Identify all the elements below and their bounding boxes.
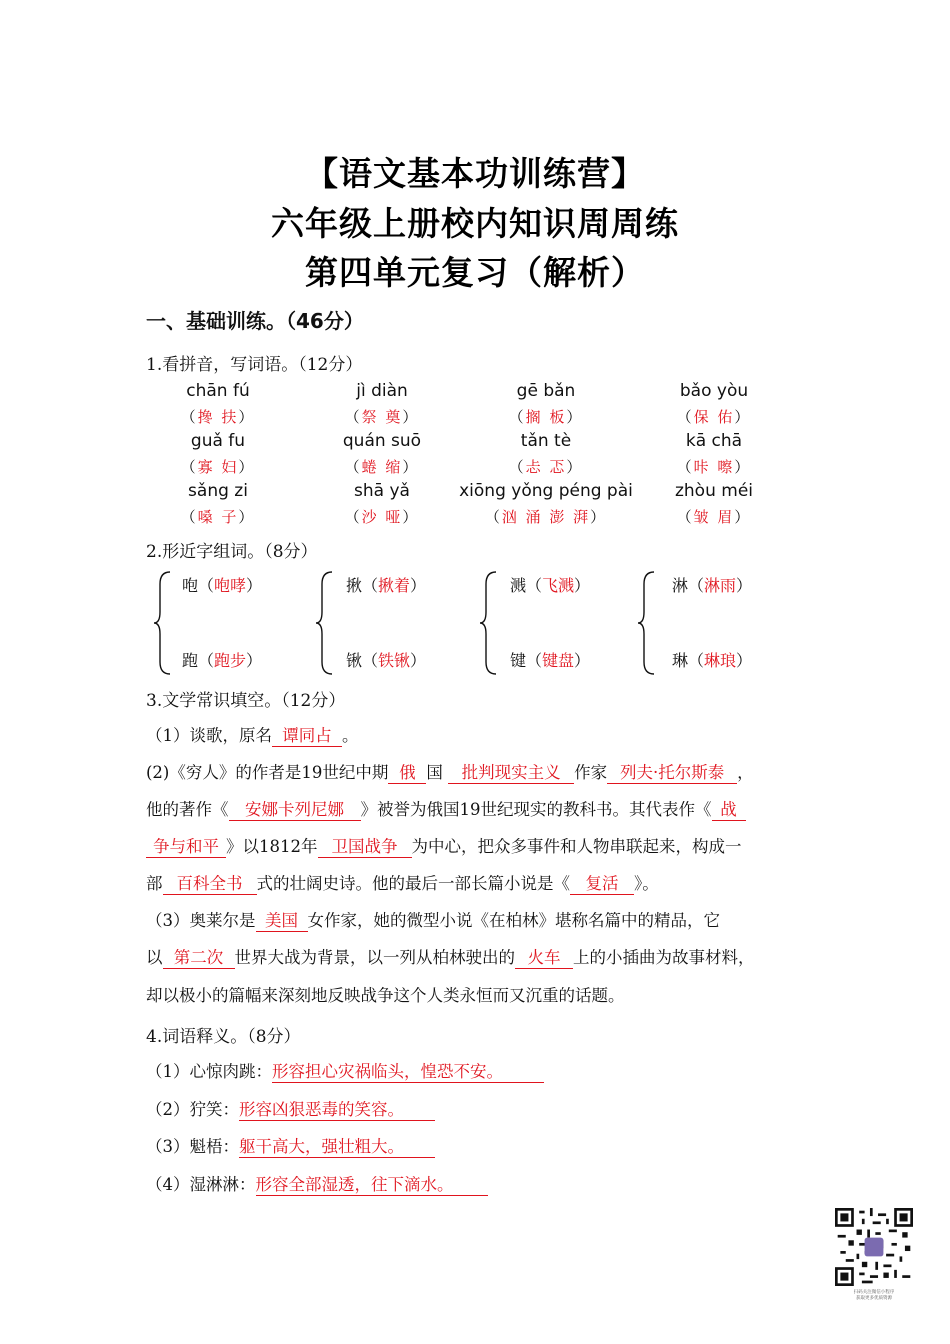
pinyin: sǎng zi xyxy=(188,481,248,501)
answer: 键盘 xyxy=(542,651,575,670)
qr-caption xyxy=(818,1290,930,1303)
text: 以 xyxy=(146,948,163,967)
answer: 沙 哑 xyxy=(361,508,403,526)
pinyin: gē bǎn xyxy=(516,381,576,401)
pinyin: kā chā xyxy=(685,431,743,451)
question-3-label: 3.文学常识填空。（12分） xyxy=(146,691,346,711)
answer-blank: 美国 xyxy=(256,912,308,932)
answer-box: （搀 扶） xyxy=(180,408,256,426)
answer: 保 佑 xyxy=(693,408,735,426)
answer-blank: 安娜卡列尼娜 xyxy=(229,801,361,821)
answer: 搀 扶 xyxy=(197,408,239,426)
word-pair: 淋（淋雨） xyxy=(672,576,753,595)
answer-blank: 卫国战争 xyxy=(318,838,412,858)
answer-blank: 批判现实主义 xyxy=(448,764,574,784)
answer-box: （沙 哑） xyxy=(344,508,420,526)
answer-blank: 列夫·托尔斯泰 xyxy=(607,764,737,784)
answer-blank: 火车 xyxy=(515,949,573,969)
pinyin: jì diàn xyxy=(356,381,408,401)
answer: 嗓 子 xyxy=(197,508,239,526)
qr-code-icon xyxy=(835,1208,913,1286)
word-pair: 咆（咆哮） xyxy=(182,576,263,595)
text-line xyxy=(146,870,659,895)
answer-box: （忐 忑） xyxy=(508,458,584,476)
pinyin: bǎo yòu xyxy=(679,381,749,401)
section-heading: 一、基础训练。（46分） xyxy=(146,309,364,333)
text: ， xyxy=(737,763,754,782)
answer-blank: 争与和平 xyxy=(146,838,226,858)
char: 跑 xyxy=(182,651,199,670)
answer: 搁 板 xyxy=(525,408,567,426)
text: 女作家，她的微型小说《在柏林》堪称名篇中的精品，它 xyxy=(307,911,720,930)
brace-icon xyxy=(152,570,172,676)
text-line xyxy=(146,833,742,858)
definition-line xyxy=(146,1058,544,1083)
answer-blank: 第二次 xyxy=(163,949,235,969)
answer-blank: 复活 xyxy=(570,875,634,895)
answer-box: （咔 嚓） xyxy=(676,458,752,476)
brace-icon xyxy=(478,570,498,676)
char: 琳 xyxy=(672,651,689,670)
text: 为中心，把众多事件和人物串联起来，构成一 xyxy=(411,837,742,856)
answer: 咆哮 xyxy=(214,576,247,595)
pinyin: tǎn tè xyxy=(520,431,572,451)
answer-blank: 战 xyxy=(712,801,746,821)
char: 锹 xyxy=(346,651,363,670)
answer-blank: 躯干高大，强壮粗大。 xyxy=(239,1138,435,1158)
answer: 皱 眉 xyxy=(693,508,735,526)
text: 》。 xyxy=(634,874,659,893)
text: 式的壮阔史诗。他的最后一部长篇小说是《 xyxy=(256,874,570,893)
pinyin: chān fú xyxy=(186,381,250,401)
answer-box: （祭 奠） xyxy=(344,408,420,426)
answer: 咔 嚓 xyxy=(693,458,735,476)
term: （4）湿淋淋： xyxy=(146,1175,256,1194)
brace-icon xyxy=(636,570,656,676)
answer-blank: 谭同占 xyxy=(272,727,342,747)
text-line xyxy=(146,907,720,932)
text-line xyxy=(146,796,746,821)
definition-line xyxy=(146,1133,435,1158)
term: （3）魁梧： xyxy=(146,1137,239,1156)
text-line xyxy=(146,722,359,747)
text: （1）谈歌，原名 xyxy=(146,726,272,745)
answer: 跑步 xyxy=(214,651,247,670)
answer: 忐 忑 xyxy=(525,458,567,476)
answer-blank: 形容担心灾祸临头，惶恐不安。 xyxy=(272,1063,544,1083)
answer-blank: 百科全书 xyxy=(163,875,257,895)
char: 溅 xyxy=(510,576,527,595)
title-line-1: 【语文基本功训练营】 xyxy=(305,154,645,193)
qr-caption-line: 扫码关注微信小程序 xyxy=(853,1290,895,1295)
pinyin: guǎ fu xyxy=(190,431,246,451)
term: （2）狞笑： xyxy=(146,1100,239,1119)
answer-box: （搁 板） xyxy=(508,408,584,426)
pinyin: xiōng yǒng péng pài xyxy=(459,481,633,501)
text: 他的著作《 xyxy=(146,800,229,819)
text: （3）奥莱尔是 xyxy=(146,911,256,930)
text: 》被誉为俄国19世纪现实的教科书。其代表作《 xyxy=(360,800,712,819)
question-4-label: 4.词语释义。（8分） xyxy=(146,1027,301,1047)
answer-box: （蜷 缩） xyxy=(344,458,420,476)
pinyin: quán suō xyxy=(342,431,422,451)
answer: 琳琅 xyxy=(704,651,737,670)
term: （1）心惊肉跳： xyxy=(146,1062,272,1081)
char: 咆 xyxy=(182,576,199,595)
question-2-label: 2.形近字组词。（8分） xyxy=(146,542,318,562)
answer-box: （嗓 子） xyxy=(180,508,256,526)
word-pair: 跑（跑步） xyxy=(182,651,263,670)
qr-caption-line: 获取更多优质资源 xyxy=(856,1296,892,1302)
answer: 汹 涌 澎 湃 xyxy=(501,508,591,526)
char: 揪 xyxy=(346,576,363,595)
char: 键 xyxy=(510,651,527,670)
text: (2)《穷人》的作者是19世纪中期 xyxy=(146,763,389,782)
title-line-3: 第四单元复习（解析） xyxy=(305,253,645,292)
text: 部 xyxy=(146,874,163,893)
answer-box: （保 佑） xyxy=(676,408,752,426)
text: 世界大战为背景，以一列从柏林驶出的 xyxy=(234,948,515,967)
answer-box: （皱 眉） xyxy=(676,508,752,526)
definition-line xyxy=(146,1171,488,1196)
text: 上的小插曲为故事材料， xyxy=(573,948,755,967)
answer-blank: 形容凶狠恶毒的笑容。 xyxy=(239,1101,435,1121)
word-pair: 琳（琳琅） xyxy=(672,651,753,670)
answer-box: （寡 妇） xyxy=(180,458,256,476)
text: 国 xyxy=(426,763,443,782)
word-pair: 锹（铁锹） xyxy=(346,651,427,670)
answer: 铁锹 xyxy=(378,651,411,670)
question-1-label: 1.看拼音，写词语。（12分） xyxy=(146,355,363,375)
answer-blank: 形容全部湿透，往下滴水。 xyxy=(256,1176,488,1196)
answer-box: （汹 涌 澎 湃） xyxy=(484,508,608,526)
char: 淋 xyxy=(672,576,689,595)
answer: 飞溅 xyxy=(542,576,575,595)
answer-blank: 俄 xyxy=(388,764,426,784)
definition-line xyxy=(146,1096,435,1121)
word-pair: 键（键盘） xyxy=(510,651,591,670)
text: 作家 xyxy=(574,763,608,782)
word-pair: 溅（飞溅） xyxy=(510,576,591,595)
word-pair: 揪（揪着） xyxy=(346,576,427,595)
answer: 揪着 xyxy=(378,576,411,595)
pinyin: shā yǎ xyxy=(354,481,410,501)
answer: 淋雨 xyxy=(704,576,737,595)
text-line: 却以极小的篇幅来深刻地反映战争这个人类永恒而又沉重的话题。 xyxy=(146,986,625,1005)
text-line xyxy=(146,944,755,969)
answer: 祭 奠 xyxy=(361,408,403,426)
answer: 蜷 缩 xyxy=(361,458,403,476)
brace-icon xyxy=(314,570,334,676)
pinyin: zhòu méi xyxy=(674,481,754,501)
title-line-2: 六年级上册校内知识周周练 xyxy=(271,204,679,243)
text: 。 xyxy=(342,726,359,745)
text-line xyxy=(146,759,754,784)
text: 》以1812年 xyxy=(226,837,318,856)
answer: 寡 妇 xyxy=(197,458,239,476)
